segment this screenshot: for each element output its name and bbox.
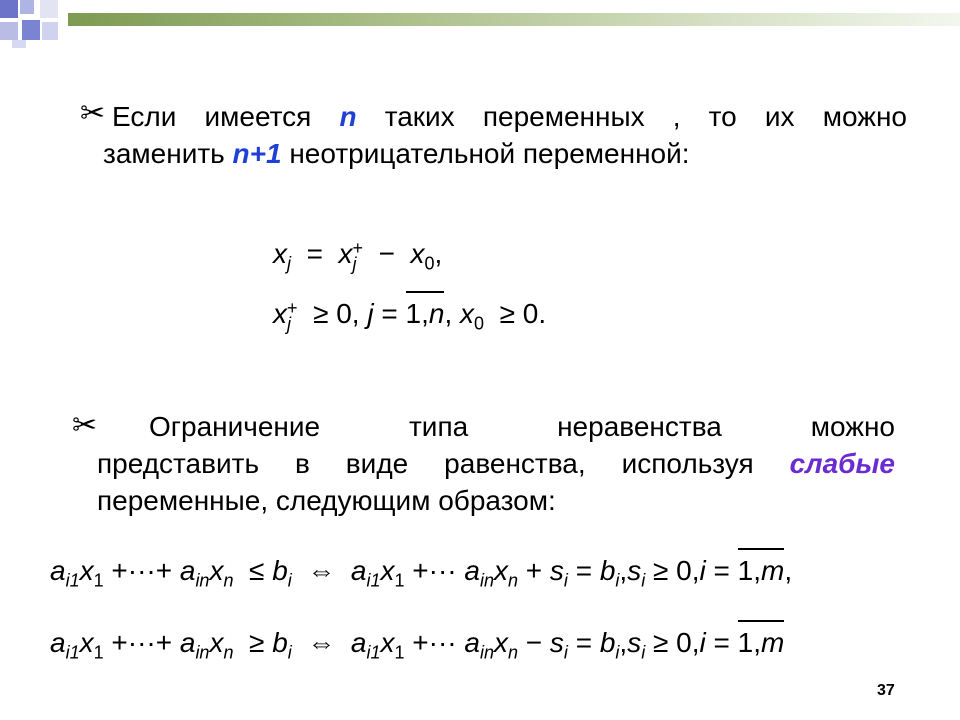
paragraph-line: заменить n+1 неотрицательной переменной: (103, 138, 690, 169)
paragraph-line: Если имеется n таких переменных , то их можно (112, 101, 907, 132)
page-number: 37 (877, 682, 895, 699)
paragraph-inequality-constraint (97, 408, 895, 519)
slack-variables-term: слабые (789, 448, 895, 479)
formula-substitution: $x_j = x$ + j − $x_0$, (273, 237, 443, 274)
formula-ge-constraint: $a_{i1}x_1$ +···+ $a_{in}x_n \ge b_i$ ⇔ $a_{i1}x_1$ +··· $a_{in}x_n - s_i = b_i,s_i \ge 0,i = 1,m$ (50, 627, 785, 663)
paragraph-line: представить в виде равенства, используя слабые (97, 448, 895, 479)
scissors-bullet-icon: ✂ (72, 408, 98, 443)
scissors-bullet-icon: ✂ (80, 96, 106, 131)
range-overline: 1,m (737, 555, 785, 586)
variable-n-plus-1: n+1 (232, 138, 282, 169)
formula-le-constraint: $a_{i1}x_1$ +···+ $a_{in}x_n \le b_i$ ⇔ $a_{i1}x_1$ +··· $a_{in}x_n + s_i = b_i,s_i \ge 0,i = 1,m$, (50, 555, 793, 591)
range-overline: 1,m (737, 627, 785, 658)
paragraph-replace-variables (112, 98, 907, 135)
formula-nonnegativity: x + j ≥ 0, j = 1,n, $x_0 \ge 0$. (273, 297, 547, 334)
range-overline: 1,n (405, 298, 445, 329)
paragraph-line: переменные, следующим образом: (97, 485, 556, 516)
variable-n: n (339, 101, 357, 132)
paragraph-line: Ограничение типа неравенства можно (149, 411, 896, 442)
